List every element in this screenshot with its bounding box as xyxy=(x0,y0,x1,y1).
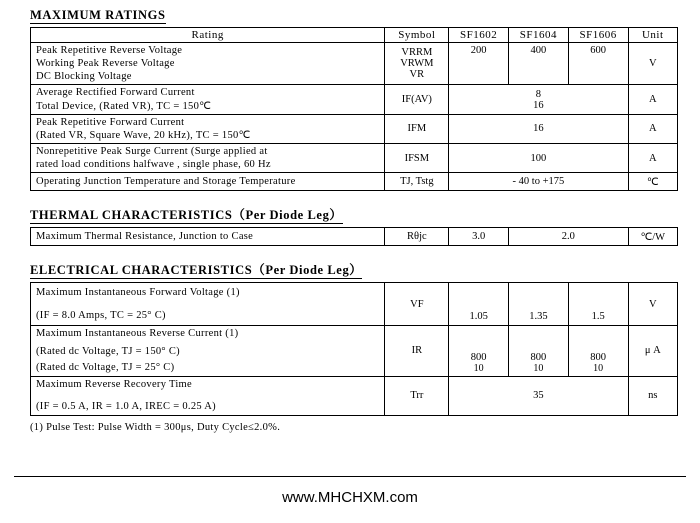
value-sf1606: 600 xyxy=(568,43,628,85)
thermal-table xyxy=(30,227,678,246)
electrical-title xyxy=(30,260,362,279)
unit-cell: ns xyxy=(628,376,677,415)
symbol-cell: Rθjc xyxy=(385,228,449,246)
max-ratings-table xyxy=(30,27,678,191)
value-sf1604 xyxy=(509,326,569,376)
thermal-title-text: THERMAL CHARACTERISTICS xyxy=(30,208,233,223)
rating-line: Total Device, (Rated VR), TC = 150℃ xyxy=(36,100,212,112)
col-unit: Unit xyxy=(628,28,677,43)
unit-cell: μ A xyxy=(628,326,677,376)
rating-line: rated load conditions halfwave , single phase, 60 Hz xyxy=(36,159,271,170)
value-merged: 35 xyxy=(449,376,628,415)
rating-line: (IF = 8.0 Amps, TC = 25° C) xyxy=(36,310,166,322)
rating-line: Average Rectified Forward Current xyxy=(36,87,195,99)
rating-cell xyxy=(31,43,385,85)
value-sf1604: 400 xyxy=(509,43,569,85)
value-sf1602: 200 xyxy=(449,43,509,85)
col-sf1606: SF1606 xyxy=(568,28,628,43)
unit-cell: A xyxy=(628,143,677,172)
max-ratings-title: MAXIMUM RATINGS xyxy=(30,8,166,22)
table-row xyxy=(31,283,678,326)
rating-line: DC Blocking Voltage xyxy=(36,71,132,83)
value-line: 800 xyxy=(590,351,607,363)
electrical-title-text: ELECTRICAL CHARACTERISTICS xyxy=(30,263,253,278)
rating-cell xyxy=(31,283,385,326)
electrical-table xyxy=(30,282,678,415)
value-line: 800 xyxy=(470,351,487,363)
thermal-title-suffix: （Per Diode Leg） xyxy=(232,208,343,223)
unit-cell: ℃/W xyxy=(628,228,677,246)
rating-cell xyxy=(31,376,385,415)
table-row xyxy=(31,43,678,85)
symbol-line: VRWM xyxy=(400,58,434,70)
rating-line: (Rated dc Voltage, TJ = 25° C) xyxy=(36,362,175,374)
value-sf1602 xyxy=(449,326,509,376)
value-merged: - 40 to +175 xyxy=(449,173,628,191)
value-sf1606 xyxy=(568,326,628,376)
footer-website: www.MHCHXM.com xyxy=(282,489,418,506)
rating-cell: Maximum Thermal Resistance, Junction to Case xyxy=(31,228,385,246)
symbol-cell: VF xyxy=(385,283,449,326)
symbol-cell: IFSM xyxy=(385,143,449,172)
value-line: 16 xyxy=(533,99,544,111)
page-footer xyxy=(14,476,686,523)
value-sf1606: 1.5 xyxy=(568,283,628,326)
table-row xyxy=(31,114,678,143)
rating-line: Maximum Instantaneous Forward Voltage (1) xyxy=(36,287,240,298)
symbol-line: VR xyxy=(409,69,425,81)
rating-line: Maximum Instantaneous Reverse Current (1) xyxy=(36,328,239,340)
symbol-cell: TJ, Tstg xyxy=(385,173,449,191)
table-row xyxy=(31,173,678,191)
rating-line: Nonrepetitive Peak Surge Current (Surge applied at xyxy=(36,145,268,157)
rating-line: Peak Repetitive Forward Current xyxy=(36,116,185,128)
symbol-cell: IR xyxy=(385,326,449,376)
value-sf1604-sf1606: 2.0 xyxy=(509,228,629,246)
symbol-line: VRRM xyxy=(401,47,433,59)
rating-cell xyxy=(31,85,385,114)
rating-cell xyxy=(31,114,385,143)
symbol-cell: IF(AV) xyxy=(385,85,449,114)
value-sf1602: 3.0 xyxy=(449,228,509,246)
value-merged: 100 xyxy=(449,143,628,172)
value-sf1604: 1.35 xyxy=(509,283,569,326)
rating-line: (Rated dc Voltage, TJ = 150° C) xyxy=(36,346,180,358)
table-row xyxy=(31,228,678,246)
col-symbol: Symbol xyxy=(385,28,449,43)
symbol-cell xyxy=(385,43,449,85)
footnote: (1) Pulse Test: Pulse Width = 300μs, Duty Cycle≤2.0%. xyxy=(30,421,281,433)
value-sf1602: 1.05 xyxy=(449,283,509,326)
rating-line: Peak Repetitive Reverse Voltage xyxy=(36,45,183,56)
rating-cell xyxy=(31,326,385,376)
unit-cell: V xyxy=(628,43,677,85)
value-line: 8 xyxy=(535,88,542,100)
rating-line: (Rated VR, Square Wave, 20 kHz), TC = 150℃ xyxy=(36,129,251,141)
rating-cell: Operating Junction Temperature and Storage Temperature xyxy=(31,173,385,191)
symbol-cell: Trr xyxy=(385,376,449,415)
rating-line: Maximum Reverse Recovery Time xyxy=(36,379,192,391)
rating-line: (IF = 0.5 A, IR = 1.0 A, IREC = 0.25 A) xyxy=(36,400,216,412)
unit-cell: ℃ xyxy=(628,173,677,191)
col-sf1604: SF1604 xyxy=(509,28,569,43)
col-sf1602: SF1602 xyxy=(449,28,509,43)
table-row xyxy=(31,143,678,172)
table-row xyxy=(31,85,678,114)
thermal-title xyxy=(30,205,343,224)
table-header-row xyxy=(31,28,678,43)
unit-cell: A xyxy=(628,85,677,114)
electrical-title-suffix: （Per Diode Leg） xyxy=(252,263,363,278)
value-line: 800 xyxy=(530,351,547,363)
value-line: 10 xyxy=(533,362,544,374)
unit-cell: A xyxy=(628,114,677,143)
rating-line: Working Peak Reverse Voltage xyxy=(36,58,175,70)
value-merged xyxy=(449,85,628,114)
table-row xyxy=(31,376,678,415)
col-rating: Rating xyxy=(31,28,385,43)
table-row xyxy=(31,326,678,376)
value-merged: 16 xyxy=(449,114,628,143)
rating-cell xyxy=(31,143,385,172)
symbol-cell: IFM xyxy=(385,114,449,143)
value-line: 10 xyxy=(473,362,484,374)
unit-cell: V xyxy=(628,283,677,326)
value-line: 10 xyxy=(593,362,604,374)
